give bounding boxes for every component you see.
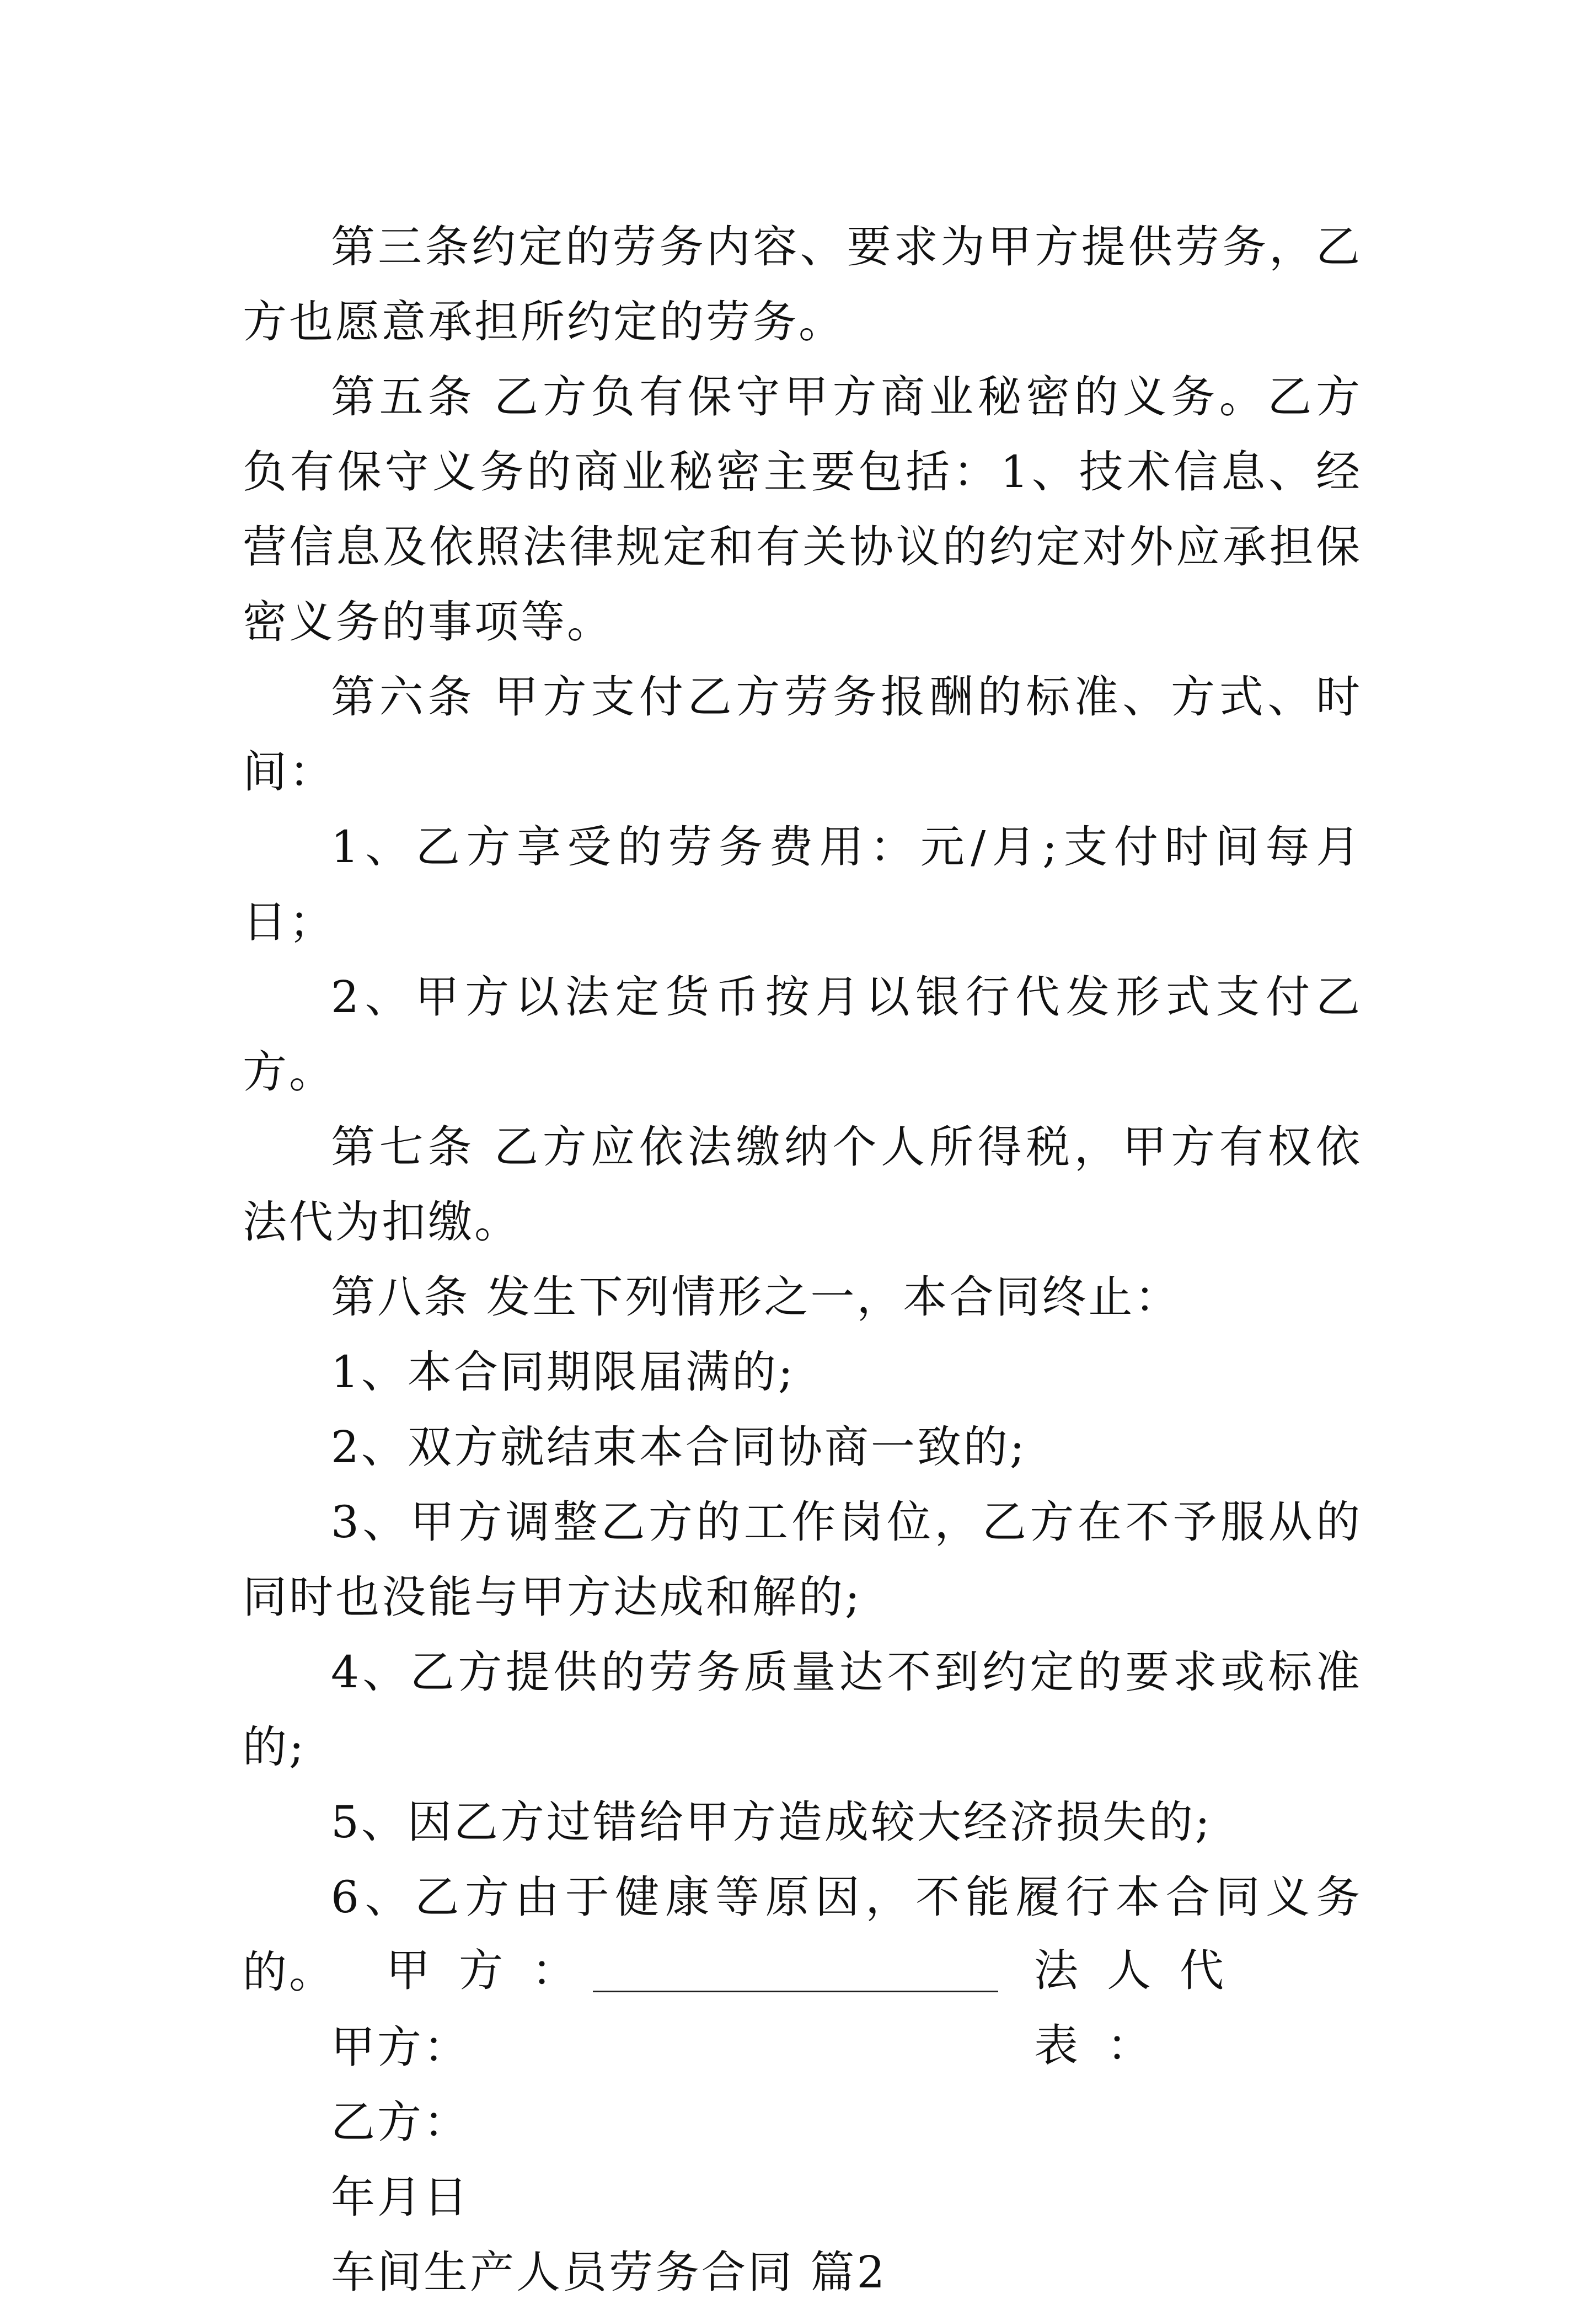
section-heading-part-2: 车间生产人员劳务合同 篇2	[331, 2247, 887, 2298]
party-a-row	[386, 1933, 1346, 2071]
signature-date: 年月日	[331, 2172, 470, 2223]
clause-3-continuation: 第三条约定的劳务内容、要求为甲方提供劳务，乙方也愿意承担所约定的劳务。	[243, 221, 1362, 347]
clause-8-item-2: 2、双方就结束本合同协商一致的;	[331, 1421, 1027, 1473]
clause-8-item-6: 6、乙方由于健康等原因，不能履行本合同义务的。	[243, 1871, 1362, 1998]
party-a-name-blank	[593, 1991, 998, 1992]
clause-8-item-3: 3、甲方调整乙方的工作岗位，乙方在不予服从的同时也没能与甲方达成和解的;	[243, 1496, 1362, 1623]
clause-6: 第六条 甲方支付乙方劳务报酬的标准、方式、时间：	[243, 671, 1362, 798]
clause-8-item-4: 4、乙方提供的劳务质量达不到约定的要求或标准的;	[243, 1646, 1362, 1773]
clause-8-item-1: 1、本合同期限届满的;	[331, 1346, 795, 1398]
clause-8: 第八条 发生下列情形之一，本合同终止：	[331, 1271, 1181, 1323]
legal-representative-label: 法人代表：	[1034, 1945, 1252, 2071]
clause-5: 第五条 乙方负有保守甲方商业秘密的义务。乙方负有保守义务的商业秘密主要包括：1、技术信息、经营信息及依照法律规定和有关协议的约定对外应承担保密义务的事项等。	[243, 371, 1362, 648]
clause-6-item-1: 1、乙方享受的劳务费用：元/月;支付时间每月日；	[243, 821, 1362, 948]
clause-8-item-5: 5、因乙方过错给甲方造成较大经济损失的;	[331, 1796, 1212, 1848]
party-a-label: 甲方：	[386, 1945, 604, 1996]
signature-party-a: 甲方：	[331, 2022, 470, 2073]
clause-6-item-2: 2、甲方以法定货币按月以银行代发形式支付乙方。	[243, 971, 1362, 1098]
clause-7: 第七条 乙方应依法缴纳个人所得税，甲方有权依法代为扣缴。	[243, 1121, 1362, 1248]
signature-party-b: 乙方：	[331, 2097, 470, 2148]
